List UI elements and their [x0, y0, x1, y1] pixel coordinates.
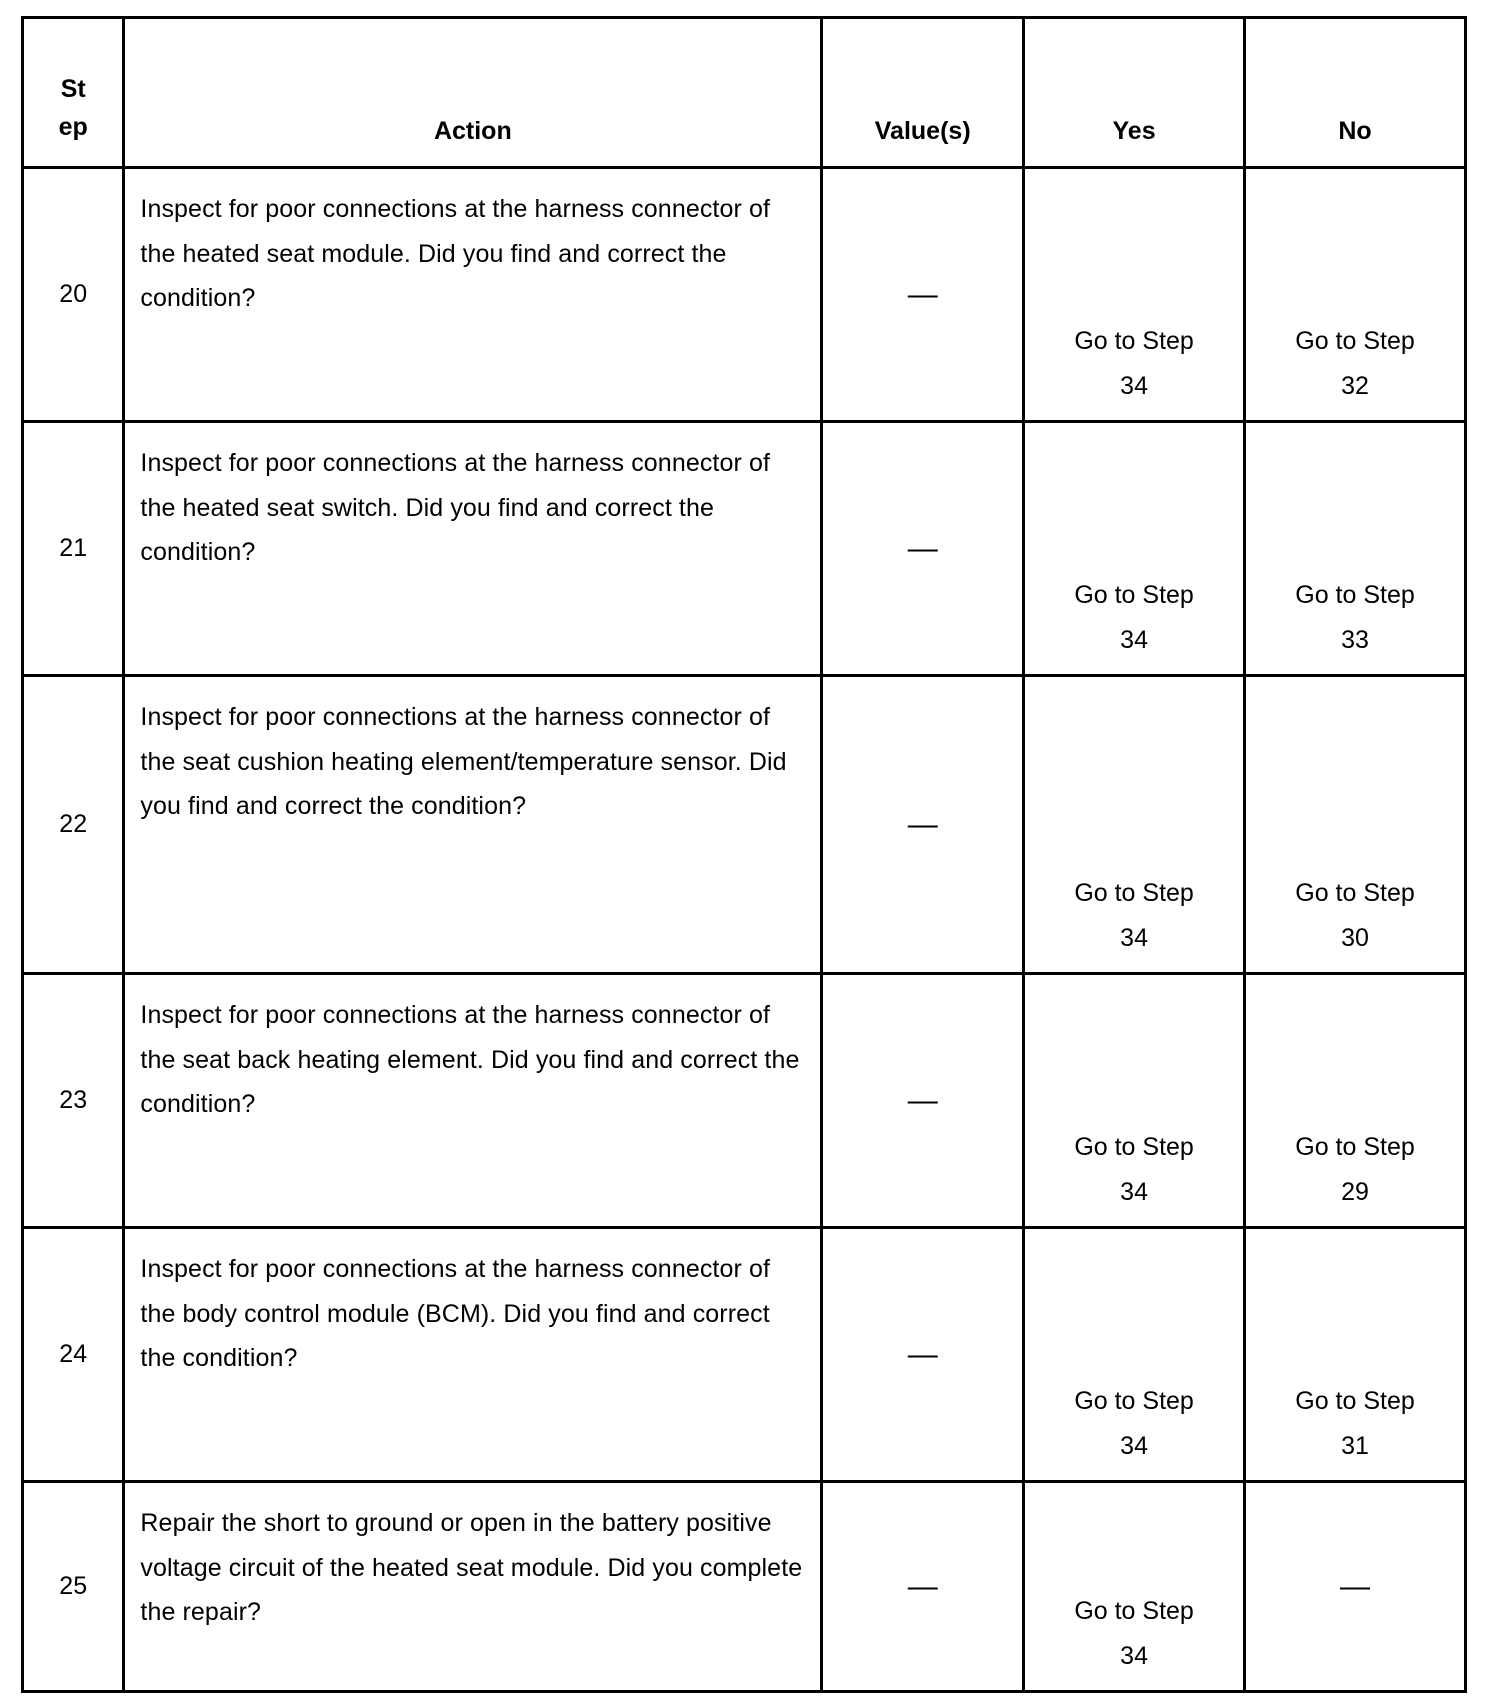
yes-goto-label: Go to Step: [1074, 327, 1194, 355]
yes-goto-label: Go to Step: [1074, 581, 1194, 609]
value-cell: —: [822, 676, 1024, 974]
yes-goto-step: 34: [1120, 371, 1148, 400]
table-row: [23, 1228, 1466, 1482]
no-goto-label: Go to Step: [1295, 581, 1415, 609]
no-goto-step: 31: [1341, 1431, 1369, 1460]
action-text: Inspect for poor connections at the harness connector of the heated seat switch. Did you find and correct the condition?: [124, 422, 822, 676]
table-row: [23, 676, 1466, 974]
yes-goto-label: Go to Step: [1074, 1597, 1194, 1625]
yes-cell: [1024, 974, 1245, 1228]
no-goto-label: Go to Step: [1295, 1387, 1415, 1415]
no-goto-label: Go to Step: [1295, 327, 1415, 355]
yes-goto-step: 34: [1120, 1177, 1148, 1206]
value-cell: —: [822, 974, 1024, 1228]
yes-goto-step: 34: [1120, 923, 1148, 952]
no-cell: [1245, 676, 1466, 974]
yes-goto-step: 34: [1120, 1431, 1148, 1460]
header-step-line2: ep: [58, 113, 88, 141]
header-step-line1: St: [60, 75, 86, 103]
step-number: 22: [23, 676, 124, 974]
action-text: Inspect for poor connections at the harness connector of the heated seat module. Did you find and correct the condition?: [124, 168, 822, 422]
no-goto-step: 33: [1341, 625, 1369, 654]
yes-cell: [1024, 1228, 1245, 1482]
action-text: Inspect for poor connections at the harness connector of the body control module (BCM). Did you find and correct the condition?: [124, 1228, 822, 1482]
step-number: 25: [23, 1482, 124, 1692]
no-goto-step: 32: [1341, 371, 1369, 400]
yes-cell: [1024, 676, 1245, 974]
table-row: [23, 1482, 1466, 1692]
no-cell: [1245, 974, 1466, 1228]
yes-goto-step: 34: [1120, 1641, 1148, 1670]
step-number: 24: [23, 1228, 124, 1482]
yes-cell: [1024, 1482, 1245, 1692]
table-header-row: [23, 18, 1466, 168]
diagnostic-steps-table: [21, 16, 1467, 1693]
yes-cell: [1024, 422, 1245, 676]
step-number: 23: [23, 974, 124, 1228]
step-number: 21: [23, 422, 124, 676]
step-number: 20: [23, 168, 124, 422]
yes-goto-step: 34: [1120, 625, 1148, 654]
no-goto-label: Go to Step: [1295, 879, 1415, 907]
no-cell: —: [1245, 1482, 1466, 1692]
header-action: Action: [124, 18, 822, 168]
yes-goto-label: Go to Step: [1074, 879, 1194, 907]
header-values: Value(s): [822, 18, 1024, 168]
no-cell: [1245, 168, 1466, 422]
value-cell: —: [822, 1482, 1024, 1692]
no-goto-label: Go to Step: [1295, 1133, 1415, 1161]
table-row: [23, 168, 1466, 422]
action-text: Repair the short to ground or open in the battery positive voltage circuit of the heated seat module. Did you complete the repair?: [124, 1482, 822, 1692]
action-text: Inspect for poor connections at the harness connector of the seat back heating element. Did you find and correct the condition?: [124, 974, 822, 1228]
action-text: Inspect for poor connections at the harness connector of the seat cushion heating element/temperature sensor. Did you find and correct the condition?: [124, 676, 822, 974]
no-goto-step: 29: [1341, 1177, 1369, 1206]
no-cell: [1245, 1228, 1466, 1482]
table-row: [23, 974, 1466, 1228]
header-yes: Yes: [1024, 18, 1245, 168]
yes-goto-label: Go to Step: [1074, 1133, 1194, 1161]
header-no: No: [1245, 18, 1466, 168]
no-goto-step: 30: [1341, 923, 1369, 952]
yes-goto-label: Go to Step: [1074, 1387, 1194, 1415]
header-step: [23, 18, 124, 168]
no-cell: [1245, 422, 1466, 676]
value-cell: —: [822, 168, 1024, 422]
yes-cell: [1024, 168, 1245, 422]
table-row: [23, 422, 1466, 676]
value-cell: —: [822, 1228, 1024, 1482]
value-cell: —: [822, 422, 1024, 676]
